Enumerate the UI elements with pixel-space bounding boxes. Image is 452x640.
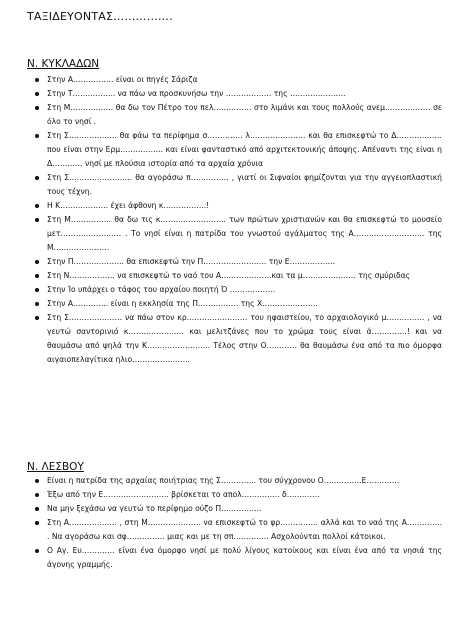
list-item: Να μην ξεχάσω να γευτώ το περίφημο ούζο Π……………. — [47, 502, 442, 516]
section-heading-cyclades: Ν. ΚΥΚΛΑΔΩΝ — [27, 58, 100, 70]
list-item: Η Κ………………. έχει άφθονη κ……………..! — [47, 199, 442, 213]
list-item: Είναι η πατρίδα της αρχαίας ποιήτριας της Σ………….. του σύγχρονου Ο……………Ε…………. — [47, 474, 442, 488]
list-item: Στην Τ…………….. να πάω να προσκυνήσω την ……………… της …………………. — [47, 87, 442, 101]
list-item: Έξω από την Ε………………….…. βρίσκεται το απολ…………… δ…………. — [47, 488, 442, 502]
cyclades-list — [47, 73, 442, 367]
section-heading-lesvos: Ν. ΛΕΣΒΟΥ — [27, 461, 84, 473]
list-item: Στη Σ………………. θα φάω τα περίφημα σ………….. λ…………………. και θα επισκεφτώ το Δ……………… που είναι στην Ερμ…………….. και είναι φανταστικό από αρχιτεκτονικής άποψης. Απέναντι της είναι η Δ………… νησί με πλούσια ιστορία από τα αρχαία χρόνια — [47, 129, 442, 171]
list-item: Στην Α………….. είναι η εκκλησία της Π……………. της Χ…………………. — [47, 297, 442, 311]
list-item: Στην Ίο υπάρχει ο τάφος του αρχαίου ποιητή Ό ……………… — [47, 283, 442, 297]
list-item: Στη Σ……………………. θα αγοράσω π…………… , γιατί οι Σιφναίοι φημίζονται για την αγγειοπλαστική τους τέχνη. — [47, 171, 442, 199]
list-item: Στη Σ………………… να πάω στον κρ…………………… του ηφαιστείου, το αρχαιολογικό μ…………… , να γευτώ σαντορινιό κ…………………. και μελιτζάνες που το χρώμα τους είναι ά…………..! και να θαυμάσω από ψηλά την Κ……………………. Τέλος στην Ο………… θα θαυμάσω ένα από τα πιο όμορφα αιγαιοπελαγίτικα ηλιο………………….. — [47, 311, 442, 367]
list-item: Στην Α……………. είναι οι πηγές Σάριζα — [47, 73, 442, 87]
page-title: ΤΑΞΙΔΕΥΟΝΤΑΣ……………. — [27, 10, 173, 23]
lesvos-list — [47, 474, 442, 572]
list-item: Στη Μ……………. θα δω τις κ…………………….. των πρώτων χριστιανών και θα επισκεφτώ το μουσείο μετ…………………… . Το νησί είναι η πατρίδα του γνωστού αγάλματος της Α………………………. της Μ…………………. — [47, 213, 442, 255]
list-item: Ο Αγ. Ευ…………. είναι ένα όμορφο νησί με πολύ λίγους κατοίκους και είναι ένα από τα νησιά της άγονης γραμμής. — [47, 544, 442, 572]
list-item: Στη Ν……………… να επισκεφτώ το ναό του Α………………..και τα μ………………… της σμύριδας — [47, 269, 442, 283]
list-item: Στη Μ…………….. θα δω τον Πέτρο τον πελ…………… στο λιμάνι και τους πολλούς ανεμ……………… σε όλο το νησί . — [47, 101, 442, 129]
list-item: Στην Π……………….. θα επισκεφτώ την Π……………………. την Ε……………… — [47, 255, 442, 269]
list-item: Στη Α………………. , στη Μ………………… να επισκεφτώ το φρ…………… αλλά και το ναό της Α………….. . Να αγοράσω και σφ…………… μιας και με τη σπ………….. Ασχολούνται πολλοί κάτοικοι. — [47, 516, 442, 544]
